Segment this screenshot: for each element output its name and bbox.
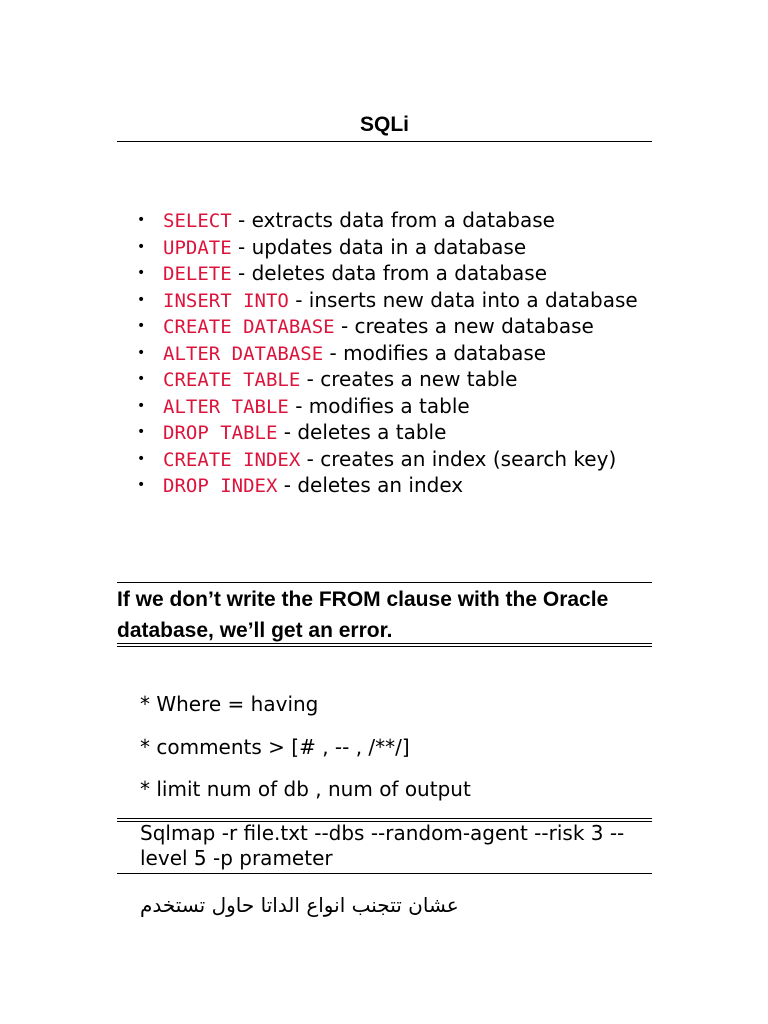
tip-where-having: * Where = having <box>140 692 319 716</box>
sql-description: - deletes an index <box>277 473 464 497</box>
list-item <box>137 473 652 500</box>
bullet-icon: • <box>137 424 146 440</box>
list-item <box>137 367 652 394</box>
bullet-icon: • <box>137 344 146 361</box>
sql-description: - creates an index (search key) <box>300 446 617 471</box>
sql-description: - creates a new table <box>300 367 518 391</box>
list-item <box>137 420 652 447</box>
sqlmap-command: Sqlmap -r file.txt --dbs --random-agent --risk 3 --level 5 -p prameter <box>140 821 625 870</box>
sql-command-list <box>137 208 652 500</box>
bullet-icon: • <box>137 450 146 467</box>
sql-description: - modifies a database <box>323 340 547 365</box>
sql-keyword: INSERT INTO <box>163 289 289 312</box>
sql-description: - modifies a table <box>288 393 470 418</box>
sql-description: - inserts new data into a database <box>288 287 638 312</box>
tip-comments: * comments > [# , -- , /**/] <box>140 735 410 759</box>
sql-description: - updates data in a database <box>231 234 527 259</box>
note-top-rule <box>117 582 652 583</box>
note-bottom-rule <box>117 643 652 647</box>
sql-keyword: ALTER TABLE <box>163 395 289 418</box>
sql-keyword: CREATE DATABASE <box>163 316 335 338</box>
list-item <box>137 341 652 368</box>
bullet-icon: • <box>137 238 146 255</box>
title-underline <box>117 141 652 142</box>
sql-description: - creates a new database <box>334 314 594 338</box>
oracle-from-note: If we don’t write the FROM clause with the Oracle database, we’ll get an error. <box>117 588 609 642</box>
bullet-icon: • <box>137 371 146 387</box>
sql-keyword: SELECT <box>163 210 232 232</box>
sql-keyword: CREATE INDEX <box>163 448 301 471</box>
sql-description: - deletes data from a database <box>231 261 548 285</box>
list-item <box>137 208 652 235</box>
sql-keyword: DELETE <box>163 263 232 285</box>
list-item <box>137 288 652 315</box>
sqlmap-bottom-rule <box>117 873 652 874</box>
sql-description: - extracts data from a database <box>231 208 555 232</box>
list-item <box>137 447 652 474</box>
sql-keyword: DROP INDEX <box>163 475 278 497</box>
bullet-icon: • <box>137 265 146 281</box>
sql-keyword: ALTER DATABASE <box>163 342 324 365</box>
list-item <box>137 261 652 288</box>
sql-keyword: UPDATE <box>163 236 232 259</box>
list-item <box>137 394 652 421</box>
arabic-note: عشان تتجنب انواع الداتا حاول تستخدم <box>140 893 459 917</box>
tip-limit: * limit num of db , num of output <box>140 777 471 801</box>
list-item <box>137 235 652 262</box>
bullet-icon: • <box>137 397 146 414</box>
sql-keyword: CREATE TABLE <box>163 369 301 391</box>
sql-description: - deletes a table <box>277 420 447 444</box>
sql-keyword: DROP TABLE <box>163 422 278 444</box>
bullet-icon: • <box>137 477 146 493</box>
bullet-icon: • <box>137 291 146 308</box>
bullet-icon: • <box>137 212 146 228</box>
page-title: SQLi <box>359 113 409 136</box>
bullet-icon: • <box>137 318 146 334</box>
list-item <box>137 314 652 341</box>
